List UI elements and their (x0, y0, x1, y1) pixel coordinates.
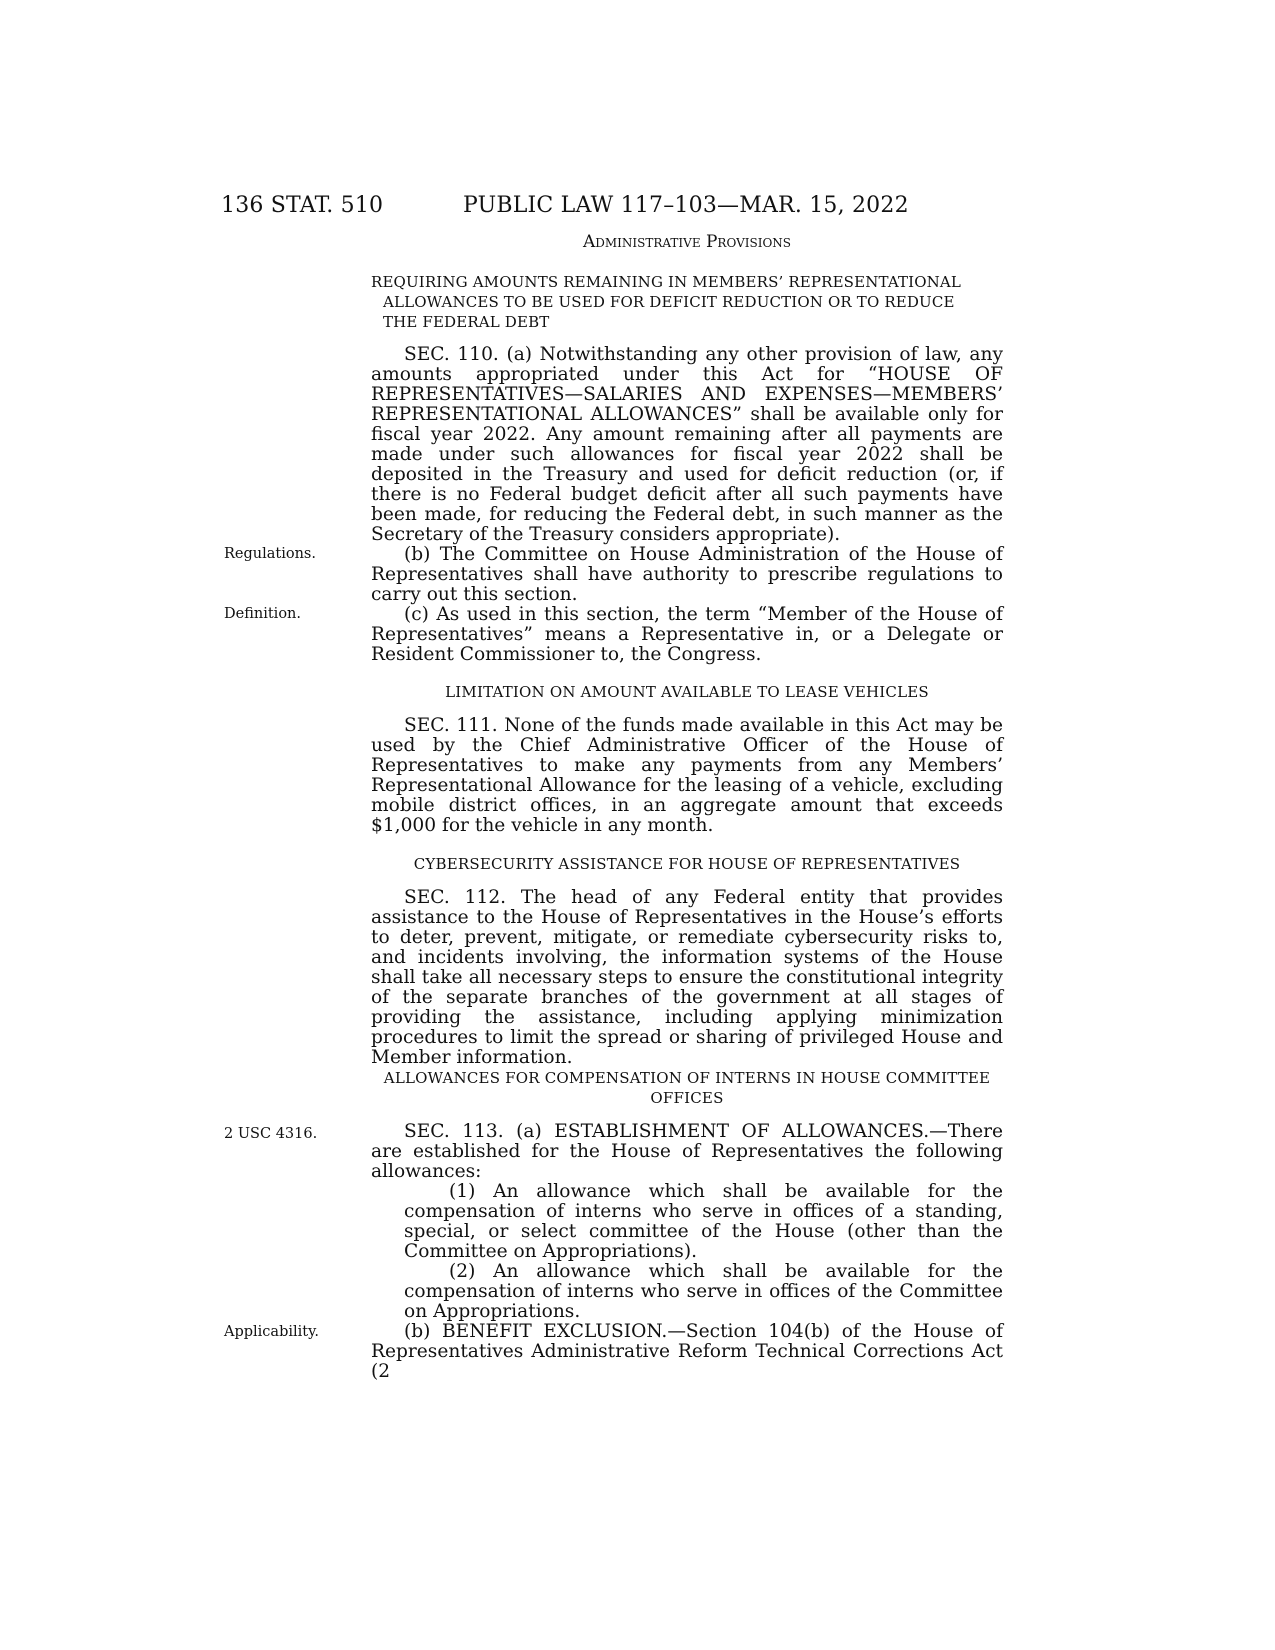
sec111-text: SEC. 111. None of the funds made available in this Act may be used by the Chief Administrative Officer of the House of Representatives to make any payments from any Members’ Representational Allowance for the leasing of a vehicle, excluding mobile district offices, in an aggregate amount that exceeds $1,000 for the vehicle in any month. (371, 715, 1003, 836)
sec113-body (371, 1122, 1003, 1382)
sec111-heading: LIMITATION ON AMOUNT AVAILABLE TO LEASE VEHICLES (445, 683, 929, 701)
sec113-paragraph-2: (2) An allowance which shall be available for the compensation of interns who serve in offices of the Committee on Appropriations. (404, 1261, 1003, 1322)
sec112-text: SEC. 112. The head of any Federal entity that provides assistance to the House of Representatives in the House’s efforts to deter, prevent, mitigate, or remediate cybersecurity risks to, and incidents involving, the information systems of the House shall take all necessary steps to ensure the constitutional integrity of the separate branches of the government at all stages of providing the assistance, including applying minimization procedures to limit the spread or sharing of privileged House and Member information. (371, 887, 1003, 1068)
sec110-subsection-c: (c) As used in this section, the term “Member of the House of Representatives” means a Representative in, or a Delegate or Resident Commissioner to, the Congress. (371, 604, 1003, 665)
sec113-subsection-b: (b) BENEFIT EXCLUSION.—Section 104(b) of the House of Representatives Administrative Reform Technical Corrections Act (2 (371, 1321, 1003, 1382)
stat-page-number: 136 STAT. 510 (221, 193, 384, 218)
sec113-paragraph-1: (1) An allowance which shall be available for the compensation of interns who serve in offices of a standing, special, or select committee of the House (other than the Committee on Appropriations). (404, 1181, 1003, 1262)
sec110-heading-line1: REQUIRING AMOUNTS REMAINING IN MEMBERS’ REPRESENTATIONAL (371, 273, 962, 291)
sec113-subsection-a: SEC. 113. (a) ESTABLISHMENT OF ALLOWANCES.—There are established for the House of Representatives the following allowances: (371, 1121, 1003, 1182)
sidenote-applicability: Applicability. (224, 1324, 319, 1340)
sec113-heading-line1: ALLOWANCES FOR COMPENSATION OF INTERNS IN HOUSE COMMITTEE (383, 1069, 991, 1087)
sec112-heading: CYBERSECURITY ASSISTANCE FOR HOUSE OF REPRESENTATIVES (413, 855, 961, 873)
sec110-heading-line3: THE FEDERAL DEBT (383, 313, 550, 331)
administrative-provisions-title: Administrative Provisions (582, 232, 792, 252)
sec110-heading-line2: ALLOWANCES TO BE USED FOR DEFICIT REDUCTION OR TO REDUCE (383, 293, 955, 311)
sec113-heading (371, 1068, 1003, 1108)
sec113-heading-line2: OFFICES (650, 1089, 724, 1107)
sidenote-definition: Definition. (224, 606, 301, 622)
sec110-heading (371, 272, 1003, 332)
sidenote-usc: 2 USC 4316. (224, 1126, 318, 1142)
sec110-subsection-a: SEC. 110. (a) Notwithstanding any other provision of law, any amounts appropriated under this Act for “HOUSE OF REPRESENTATIVES—SALARIES AND EXPENSES—MEMBERS’ REPRESENTATIONAL ALLOWANCES” shall be available only for fiscal year 2022. Any amount remaining after all payments are made under such allowances for fiscal year 2022 shall be deposited in the Treasury and used for deficit reduction (or, if there is no Federal budget deficit after all such payments have been made, for reducing the Federal debt, in such manner as the Secretary of the Treasury considers appropriate). (371, 344, 1003, 545)
sidenote-regulations: Regulations. (224, 546, 316, 562)
sec110-body (371, 345, 1003, 665)
public-law-header: PUBLIC LAW 117–103—MAR. 15, 2022 (463, 193, 909, 218)
sec110-subsection-b: (b) The Committee on House Administration of the House of Representatives shall have authority to prescribe regulations to carry out this section. (371, 544, 1003, 605)
sec112-body (371, 888, 1003, 1068)
sec111-body (371, 716, 1003, 836)
